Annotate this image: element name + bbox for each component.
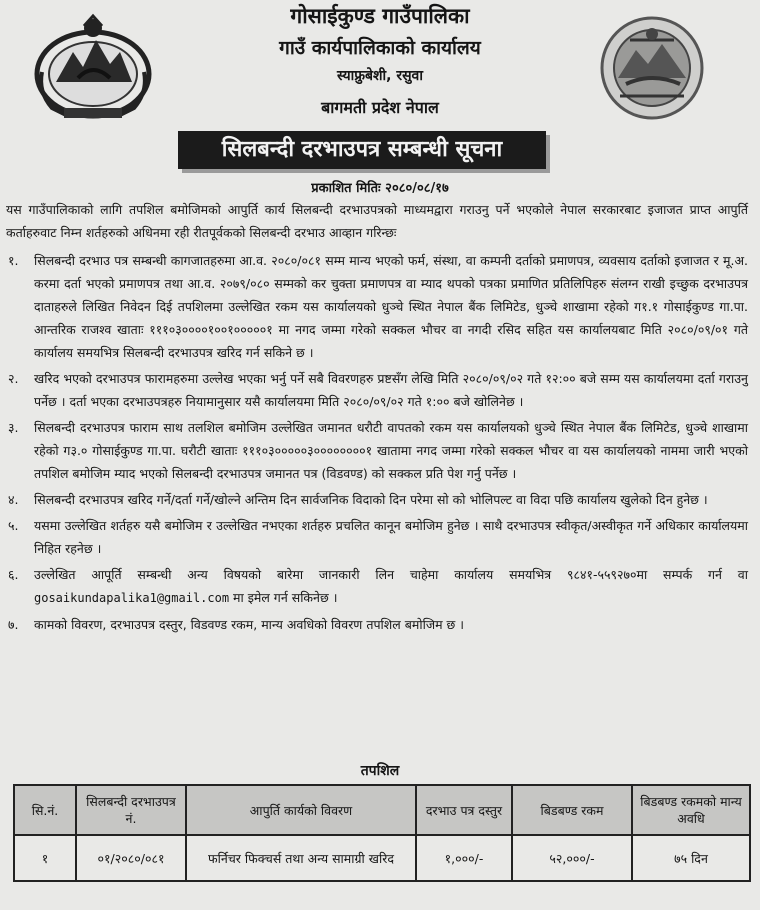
table-cell: ५२,०००/- [512, 835, 632, 881]
column-header: बिडबण्ड रकमको मान्य अवधि [632, 785, 750, 835]
table-cell: फर्निचर फिक्चर्स तथा अन्य सामाग्री खरिद [186, 835, 416, 881]
published-date: प्रकाशित मितिः २०८०/०८/१७ [311, 181, 449, 196]
conditions-list [6, 249, 748, 639]
condition-text: सिलबन्दी दरभाउपत्र खरिद गर्ने/दर्ता गर्ने/खोल्ने अन्तिम दिन सार्वजनिक विदाको दिन परेमा सो को भोलिपल्ट वा विदा पछि कार्यालय खुलेको दिन हुनेछ । [34, 492, 708, 507]
column-header: सि.नं. [14, 785, 76, 835]
condition-text: सिलबन्दी दरभाउ पत्र सम्बन्धी कागजातहरुमा आ.व. २०८०/०८१ सम्म मान्य भएको फर्म, संस्था, वा कम्पनी दर्ताको प्रमाणपत्र, व्यवसाय दर्ताको इजाजत र मू.अ. करमा दर्ता भएको प्रमाणपत्र तथा आ.व. २०७९/०८० सम्मको कर चुक्ता प्रमाणपत्र वा म्याद थपको पत्रका प्रमाणित प्रतिलिपिहरु संलग्न राखी इच्छुक दरभाउपत्र दाताहरुले लिखित निवेदन दिई तपशिलमा उल्लेखित रकम यस कार्यालयको धुञ्चे स्थित नेपाल बैंक लिमिटेड, धुञ्चे शाखामा रहेको ग१.१ गोसाईकुण्ड गा.पा. आन्तरिक राजश्व खाताः १११०३००००१००१०००००१ मा नगद जम्मा गरेको सक्कल भौचर वा नगदी रसिद सहित यस कार्यालयबाट मिति २०८०/०९/०१ गते कार्यालय समयभित्र सिलबन्दी दरभाउपत्र खरिद गर्न सकिने छ । [34, 253, 748, 360]
condition-text: खरिद भएको दरभाउपत्र फारामहरुमा उल्लेख भएका भर्नु पर्ने सबै विवरणहरु प्रष्टसँग लेखि मिति २०८०/०९/०२ गते १२:०० बजे सम्म यस कार्यालयमा दर्ता गराउनु पर्नेछ । दर्ता भएका दरभाउपत्रहरु नियामानुसार यसै कार्यालयमा मिति २०८०/०९/०२ गते १:०० बजे खोलिनेछ । [34, 371, 748, 409]
condition-item: १. सिलबन्दी दरभाउ पत्र सम्बन्धी कागजातहरुमा आ.व. २०८०/०८१ सम्म मान्य भएको फर्म, संस्था, वा कम्पनी दर्ताको प्रमाणपत्र, व्यवसाय दर्ताको इजाजत र मू.अ. करमा दर्ता भएको प्रमाणपत्र तथा आ.व. २०७९/०८० सम्मको कर चुक्ता प्रमाणपत्र वा म्याद थपको पत्रका प्रमाणित प्रतिलिपिहरु संलग्न राखी इच्छुक दरभाउपत्र दाताहरुले लिखित निवेदन दिई तपशिलमा उल्लेखित रकम यस कार्यालयको धुञ्चे स्थित नेपाल बैंक लिमिटेड, धुञ्चे शाखामा रहेको ग१.१ गोसाईकुण्ड गा.पा. आन्तरिक राजश्व खाताः १११०३००००१००१०००००१ मा नगद जम्मा गरेको सक्कल भौचर वा नगदी रसिद सहित यस कार्यालयबाट मिति २०८०/०९/०१ गते कार्यालय समयभित्र सिलबन्दी दरभाउपत्र खरिद गर्न सकिने छ । [8, 253, 748, 360]
table-cell: १ [14, 835, 76, 881]
condition-item: ६. उल्लेखित आपूर्ति सम्बन्धी अन्य विषयको बारेमा जानकारी लिन चाहेमा कार्यालय समयभित्र ९८४१-५५९२७०मा सम्पर्क गर्न वा gosaikundapalika1@gmail.com मा इमेल गर्न सकिनेछ । [8, 567, 748, 605]
column-header: बिडबण्ड रकम [512, 785, 632, 835]
details-table [13, 784, 751, 882]
condition-item: ५. यसमा उल्लेखित शर्तहरु यसै बमोजिम र उल्लेखित नभएका शर्तहरु प्रचलित कानून बमोजिम हुनेछ । साथै दरभाउपत्र स्वीकृत/अस्वीकृत गर्ने अधिकार कार्यालयमा निहित रहनेछ । [8, 518, 748, 556]
email-link[interactable]: gosaikundapalika1@gmail.com [34, 591, 230, 605]
column-header: सिलबन्दी दरभाउपत्र नं. [76, 785, 186, 835]
office-location: स्याफ्रुबेशी, रसुवा [337, 68, 423, 84]
notice-title: सिलबन्दी दरभाउपत्र सम्बन्धी सूचना [178, 131, 546, 169]
condition-item: ७. कामको विवरण, दरभाउपत्र दस्तुर, विडवण्ड रकम, मान्य अवधिको विवरण तपशिल बमोजिम छ । [8, 617, 465, 632]
condition-text: मा इमेल गर्न सकिनेछ । [229, 590, 338, 605]
column-header: आपुर्ति कार्यको विवरण [186, 785, 416, 835]
condition-text: यसमा उल्लेखित शर्तहरु यसै बमोजिम र उल्लेखित नभएका शर्तहरु प्रचलित कानून बमोजिम हुनेछ । साथै दरभाउपत्र स्वीकृत/अस्वीकृत गर्ने अधिकार कार्यालयमा निहित रहनेछ । [34, 518, 748, 556]
column-header: दरभाउ पत्र दस्तुर [416, 785, 512, 835]
condition-text: उल्लेखित आपूर्ति सम्बन्धी अन्य विषयको बारेमा जानकारी लिन चाहेमा कार्यालय समयभित्र ९८४१-५५९२७०मा सम्पर्क गर्न वा [34, 567, 748, 582]
table-cell: ७५ दिन [632, 835, 750, 881]
condition-item: २. खरिद भएको दरभाउपत्र फारामहरुमा उल्लेख भएका भर्नु पर्ने सबै विवरणहरु प्रष्टसँग लेखि मिति २०८०/०९/०२ गते १२:०० बजे सम्म यस कार्यालयमा दर्ता गराउनु पर्नेछ । दर्ता भएका दरभाउपत्रहरु नियामानुसार यसै कार्यालयमा मिति २०८०/०९/०२ गते १:०० बजे खोलिनेछ । [8, 371, 748, 409]
office-name: गाउँ कार्यपालिकाको कार्यालय [279, 37, 481, 59]
table-row [14, 835, 750, 881]
table-cell: १,०००/- [416, 835, 512, 881]
table-header-row [14, 785, 750, 835]
province-name: बागमती प्रदेश नेपाल [321, 98, 439, 117]
condition-item: ४. सिलबन्दी दरभाउपत्र खरिद गर्ने/दर्ता गर्ने/खोल्ने अन्तिम दिन सार्वजनिक विदाको दिन परेमा सो को भोलिपल्ट वा विदा पछि कार्यालय खुलेको दिन हुनेछ । [8, 492, 708, 507]
condition-text: कामको विवरण, दरभाउपत्र दस्तुर, विडवण्ड रकम, मान्य अवधिको विवरण तपशिल बमोजिम छ । [34, 617, 465, 632]
notice-intro: यस गाउँपालिकाको लागि तपशिल बमोजिमको आपुर्ति कार्य सिलबन्दी दरभाउपत्रको माध्यमद्वारा गराउनु पर्ने भएकोले नेपाल सरकारबाट इजाजत प्राप्त आपुर्ति कर्ताहरुवाट निम्न शर्तहरुको अधिनमा रही रीतपूर्वकको सिलबन्दी दरभाउ आव्हान गरिन्छः [6, 202, 748, 240]
table-cell: ०१/२०८०/०८१ [76, 835, 186, 881]
municipality-name: गोसाईकुण्ड गाउँपालिका [290, 4, 470, 28]
condition-text: सिलबन्दी दरभाउपत्र फाराम साथ तलशिल बमोजिम उल्लेखित जमानत धरौटी वापतको रकम यस कार्यालयको धुञ्चे स्थित नेपाल बैंक लिमिटेड, धुञ्चे शाखामा रहेको ग३.० गोसाईकुण्ड गा.पा. घरौटी खाताः १११०३०००००३००००००००१ खातामा नगद जम्मा गरेको सक्कल भौचर वा यस कार्यालयको नाममा जारी भएको तपशिल बमोजिम म्याद भएको सिलबन्दी दरभाउपत्र जमानत पत्र (विडवण्ड) को सक्कल प्रति पेश गर्नु पर्नेछ । [34, 420, 748, 481]
condition-item: ३. सिलबन्दी दरभाउपत्र फाराम साथ तलशिल बमोजिम उल्लेखित जमानत धरौटी वापतको रकम यस कार्यालयको धुञ्चे स्थित नेपाल बैंक लिमिटेड, धुञ्चे शाखामा रहेको ग३.० गोसाईकुण्ड गा.पा. घरौटी खाताः १११०३०००००३००००००००१ खातामा नगद जम्मा गरेको सक्कल भौचर वा यस कार्यालयको नाममा जारी भएको तपशिल बमोजिम म्याद भएको सिलबन्दी दरभाउपत्र जमानत पत्र (विडवण्ड) को सक्कल प्रति पेश गर्नु पर्नेछ । [8, 420, 748, 481]
table-title: तपशिल [360, 763, 400, 779]
